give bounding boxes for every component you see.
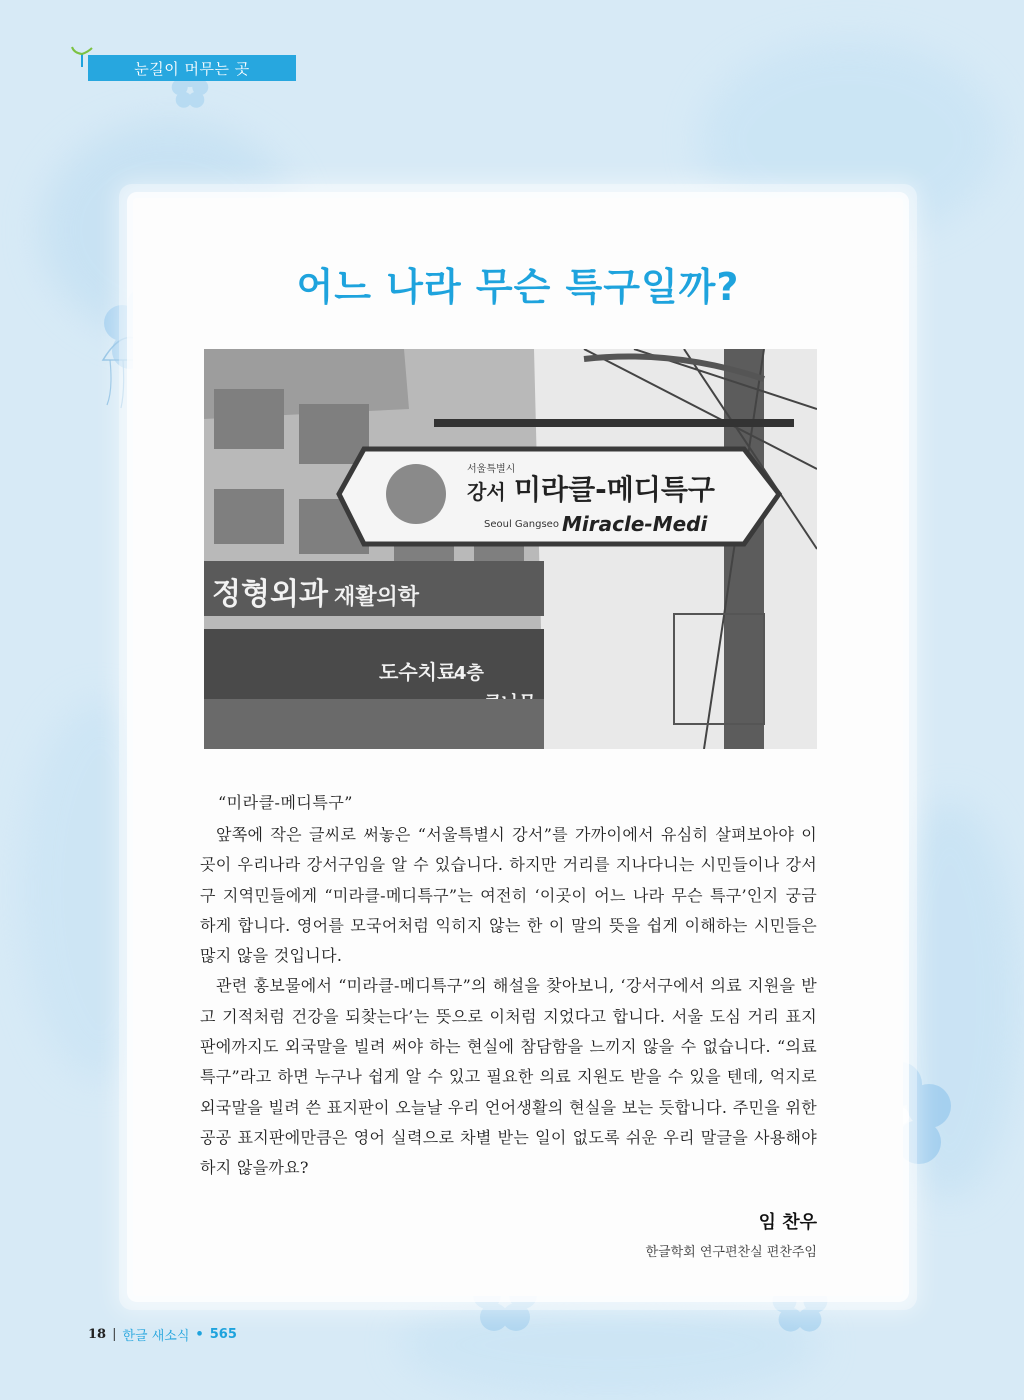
street-sign-photo xyxy=(204,349,817,749)
page-number: 18 xyxy=(88,1327,107,1342)
sign-english-text: Miracle-Medi xyxy=(562,512,708,536)
section-tag: 눈길이 머무는 곳 xyxy=(88,55,296,81)
building-sign-text: 4층 xyxy=(454,663,484,684)
building-sign-text: 재활의학 xyxy=(334,585,420,610)
sign-district-text: 강서 xyxy=(467,480,506,504)
footer-separator: | xyxy=(112,1327,117,1342)
sign-small-text: 서울특별시 xyxy=(467,464,516,475)
article-title: 어느 나라 무슨 특구일까? xyxy=(296,265,740,309)
footer-dot: • xyxy=(195,1327,204,1342)
article-body xyxy=(200,820,817,1184)
sign-korean-text: 미라클-메디특구 xyxy=(514,473,715,506)
paragraph: 앞쪽에 작은 글씨로 써놓은 “서울특별시 강서”를 가까이에서 유심히 살펴보아야 이곳이 우리나라 강서구임을 알 수 있습니다. 하지만 거리를 지나다니는 시민들이나 강서구 지역민들에게 “미라클-메디특구”는 여전히 ‘이곳이 어느 나라 무슨 특구’인지 궁금하게 합니다. 영어를 모국어처럼 익히지 않는 한 이 말의 뜻을 쉽게 이해하는 시민들은 많지 않을 것입니다. xyxy=(200,825,817,966)
quote-heading: “미라클-메디특구” xyxy=(218,793,353,812)
sign-english-small-text: Seoul Gangseo xyxy=(484,519,559,530)
issue-number: 565 xyxy=(209,1327,237,1342)
building-sign-text: 정형외과 xyxy=(212,577,328,612)
author-role: 한글학회 연구편찬실 편찬주임 xyxy=(645,1245,817,1260)
watercolor-blot xyxy=(400,1290,820,1400)
paragraph: 관련 홍보물에서 “미라클-메디특구”의 해설을 찾아보니, ‘강서구에서 의료 지원을 받고 기적처럼 건강을 되찾는다’는 뜻으로 이처럼 지었다고 합니다. 서울 도심 거리 표지판에까지도 외국말을 빌려 써야 하는 현실에 참담함을 느끼지 않을 수 없습니다. “의료 특구”라고 하면 누구나 쉽게 알 수 있고 필요한 의료 지원도 받을 수 있을 텐데, 억지로 외국말을 빌려 쓴 표지판이 오늘날 우리 언어생활의 현실을 보는 듯합니다. 주민을 위한 공공 표지판에만큼은 영어 실력으로 차별 받는 일이 없도록 쉬운 우리 말글을 사용해야 하지 않을까요? xyxy=(200,976,817,1178)
page-footer xyxy=(88,1325,237,1344)
publication-name: 한글 새소식 xyxy=(122,1329,190,1344)
building-sign-text: 도수치료 xyxy=(379,660,457,684)
author-name: 임 찬우 xyxy=(758,1212,817,1233)
